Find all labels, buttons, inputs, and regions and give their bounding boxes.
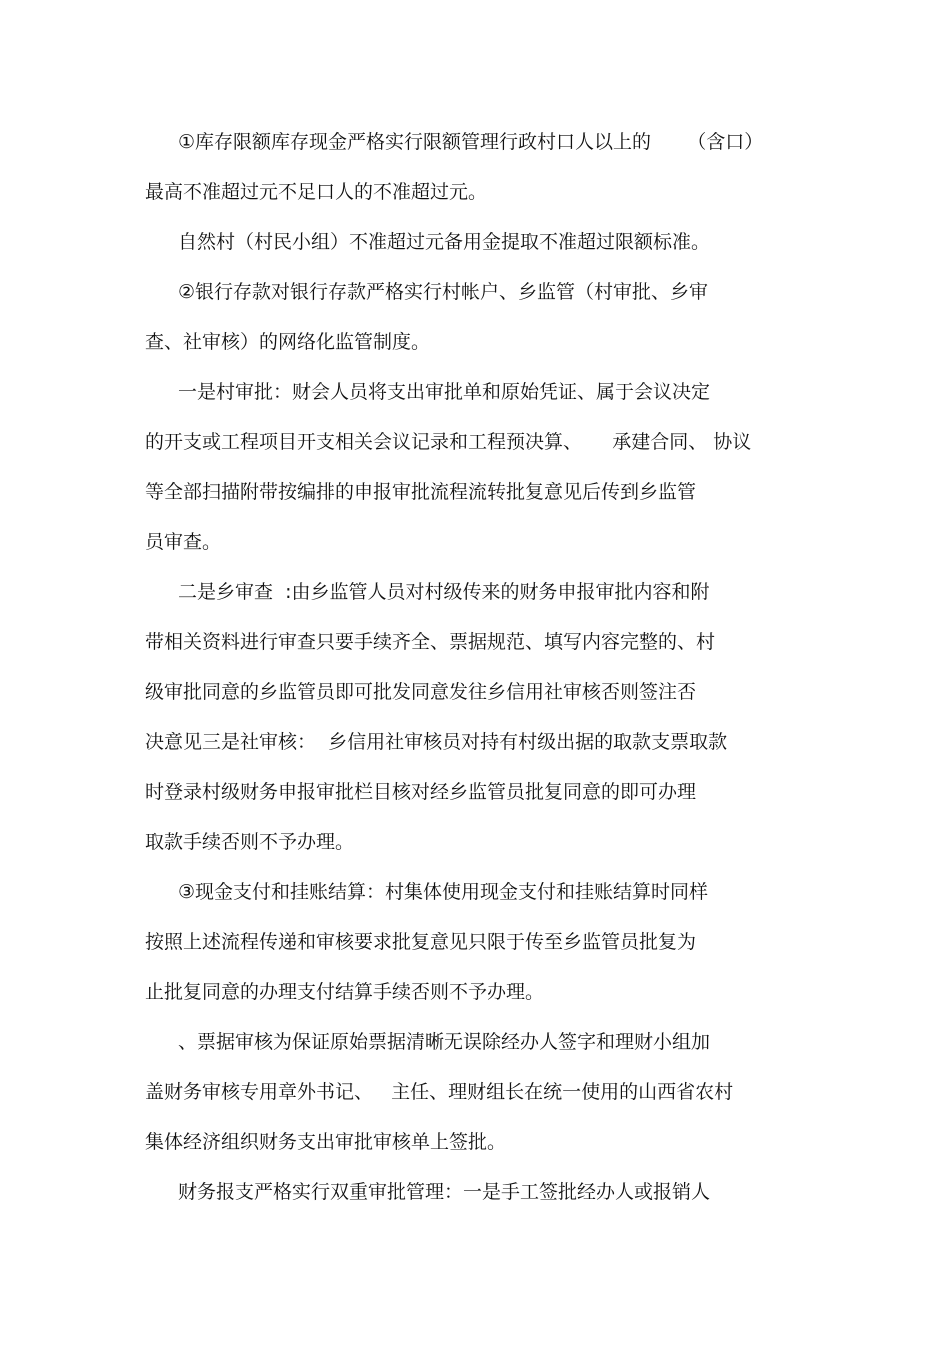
paragraph-line: 集体经济组织财务支出审批审核单上签批。: [145, 1131, 507, 1153]
paragraph-line: 按照上述流程传递和审核要求批复意见只限于传至乡监管员批复为: [145, 931, 697, 953]
paragraph-line: 员审查。: [145, 531, 222, 553]
paragraph-line: 等全部扫描附带按编排的申报审批流程流转批复意见后传到乡监管: [145, 481, 697, 503]
paragraph-line: ②银行存款对银行存款严格实行村帐户、乡监管（村审批、乡审: [178, 281, 709, 303]
paragraph-line: 带相关资料进行审查只要手续齐全、票据规范、填写内容完整的、村: [145, 631, 716, 653]
paragraph-line: 时登录村级财务申报审批栏目核对经乡监管员批复同意的即可办理: [145, 781, 697, 803]
paragraph-line: 最高不准超过元不足口人的不准超过元。: [145, 181, 488, 203]
paragraph-line: 决意见三是社审核： 乡信用社审核员对持有村级出据的取款支票取款: [145, 731, 728, 753]
paragraph-line: 的开支或工程项目开支相关会议记录和工程预决算、 承建合同、 协议: [145, 431, 752, 453]
paragraph-line: 二是乡审查 :由乡监管人员对村级传来的财务申报审批内容和附: [178, 581, 710, 603]
paragraph-line: 取款手续否则不予办理。: [145, 831, 355, 853]
paragraph-line: 止批复同意的办理支付结算手续否则不予办理。: [145, 981, 545, 1003]
paragraph-line: 财务报支严格实行双重审批管理：一是手工签批经办人或报销人: [178, 1181, 711, 1203]
paragraph-line: 盖财务审核专用章外书记、 主任、理财组长在统一使用的山西省农村: [145, 1081, 734, 1103]
paragraph-line: ①库存限额库存现金严格实行限额管理行政村口人以上的 （含口）: [178, 131, 764, 153]
paragraph-line: ③现金支付和挂账结算：村集体使用现金支付和挂账结算时同样: [178, 881, 709, 903]
paragraph-line: 、票据审核为保证原始票据清晰无误除经办人签字和理财小组加: [178, 1031, 711, 1053]
paragraph-line: 一是村审批：财会人员将支出审批单和原始凭证、属于会议决定: [178, 381, 711, 403]
paragraph-line: 自然村（村民小组）不准超过元备用金提取不准超过限额标准。: [178, 231, 711, 253]
paragraph-line: 查、社审核）的网络化监管制度。: [145, 331, 431, 353]
paragraph-line: 级审批同意的乡监管员即可批发同意发往乡信用社审核否则签注否: [145, 681, 697, 703]
